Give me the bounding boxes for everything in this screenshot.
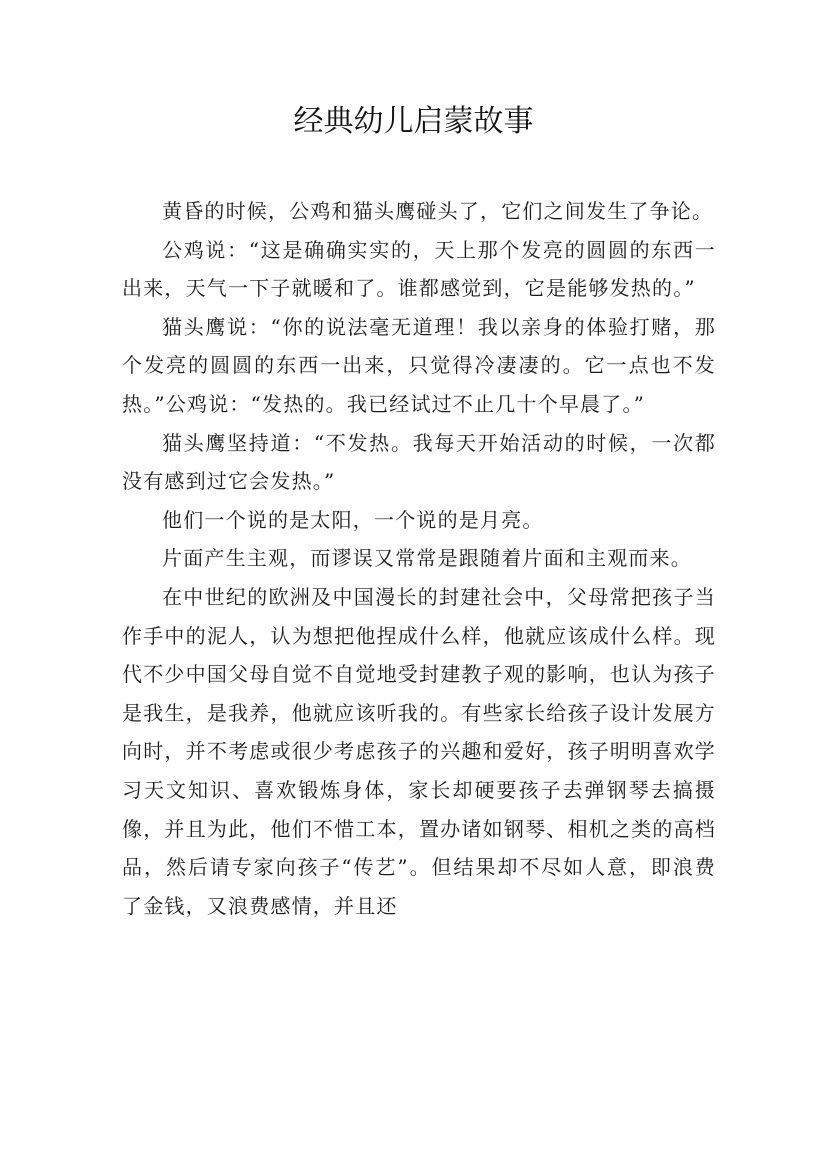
paragraph: 黄昏的时候，公鸡和猫头鹰碰头了，它们之间发生了争论。 — [162, 199, 714, 223]
document-title: 经典幼儿启蒙故事 — [293, 104, 534, 139]
paragraph: 公鸡说：“这是确确实实的，天上那个发亮的圆圆的东西一出来，天气一下子就暖和了。谁都感觉到，它是能够发热的。” — [122, 237, 716, 301]
paragraph: 他们一个说的是太阳，一个说的是月亮。 — [162, 507, 544, 532]
paragraph: 猫头鹰坚持道：“不发热。我每天开始活动的时候，一次都没有感到过它会发热。” — [122, 430, 716, 494]
paragraph: 猫头鹰说：“你的说法毫无道理！我以亲身的体验打赌，那个发亮的圆圆的东西一出来，只觉得冷凄凄的。它一点也不发热。”公鸡说：“发热的。我已经试过不止几十个早晨了。” — [122, 314, 716, 416]
paragraph: 片面产生主观，而谬误又常常是跟随着片面和主观而来。 — [162, 546, 692, 571]
paragraph: 在中世纪的欧洲及中国漫长的封建社会中，父母常把孩子当作手中的泥人，认为想把他捏成什么样，他就应该成什么样。现代不少中国父母自觉不自觉地受封建教子观的影响，也认为孩子是我生，是我养，他就应该听我的。有些家长给孩子设计发展方向时，并不考虑或很少考虑孩子的兴趣和爱好，孩子明明喜欢学习天文知识、喜欢锻炼身体，家长却硬要孩子去弹钢琴去搞摄像，并且为此，他们不惜工本，置办诸如钢琴、相机之类的高档品，然后请专家向孩子“传艺”。但结果却不尽如人意，即浪费了金钱，又浪费感情，并且还 — [122, 584, 716, 918]
document-body — [122, 192, 716, 925]
